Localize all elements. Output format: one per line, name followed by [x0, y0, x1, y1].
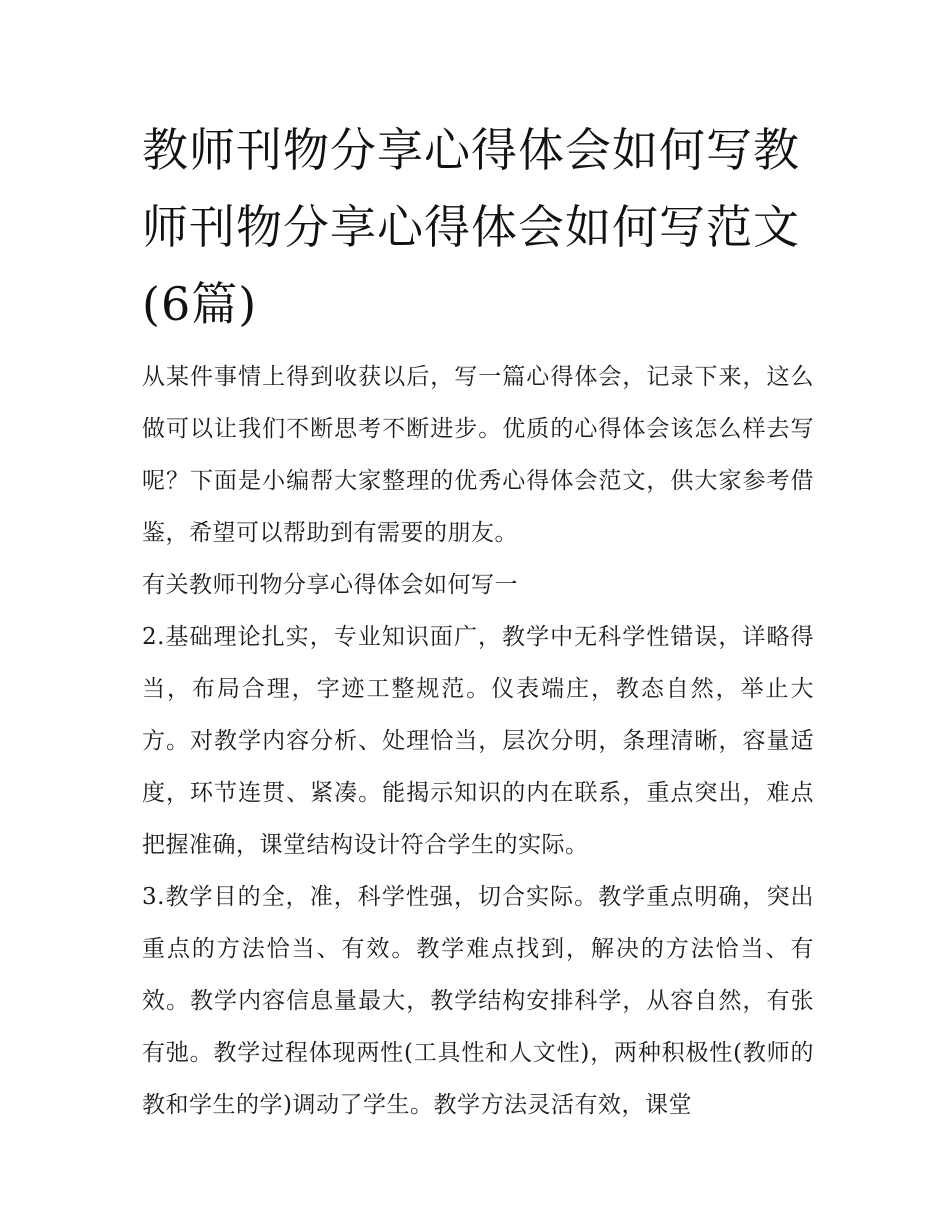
document-title: 教师刊物分享心得体会如何写教师刊物分享心得体会如何写范文(6篇)	[142, 123, 800, 331]
document-page	[142, 112, 814, 1131]
section-heading: 有关教师刊物分享心得体会如何写一	[142, 572, 518, 598]
intro-paragraph: 从某件事情上得到收获以后，写一篇心得体会，记录下来，这么做可以让我们不断思考不断进步。优质的心得体会该怎么样去写呢？下面是小编帮大家整理的优秀心得体会范文，供大家参考借鉴，希望可以帮助到有需要的朋友。	[142, 364, 814, 546]
body-paragraph: 2.基础理论扎实，专业知识面广，教学中无科学性错误，详略得当，布局合理，字迹工整规范。仪表端庄，教态自然，举止大方。对教学内容分析、处理恰当，层次分明，条理清晰，容量适度，环节连贯、紧凑。能揭示知识的内在联系，重点突出，难点把握准确，课堂结构设计符合学生的实际。	[142, 624, 814, 858]
body-paragraph: 3.教学目的全，准，科学性强，切合实际。教学重点明确，突出重点的方法恰当、有效。教学难点找到，解决的方法恰当、有效。教学内容信息量最大，教学结构安排科学，从容自然，有张有弛。教学过程体现两性(工具性和人文性)，两种积极性(教师的教和学生的学)调动了学生。教学方法灵活有效，课堂	[142, 884, 814, 1118]
